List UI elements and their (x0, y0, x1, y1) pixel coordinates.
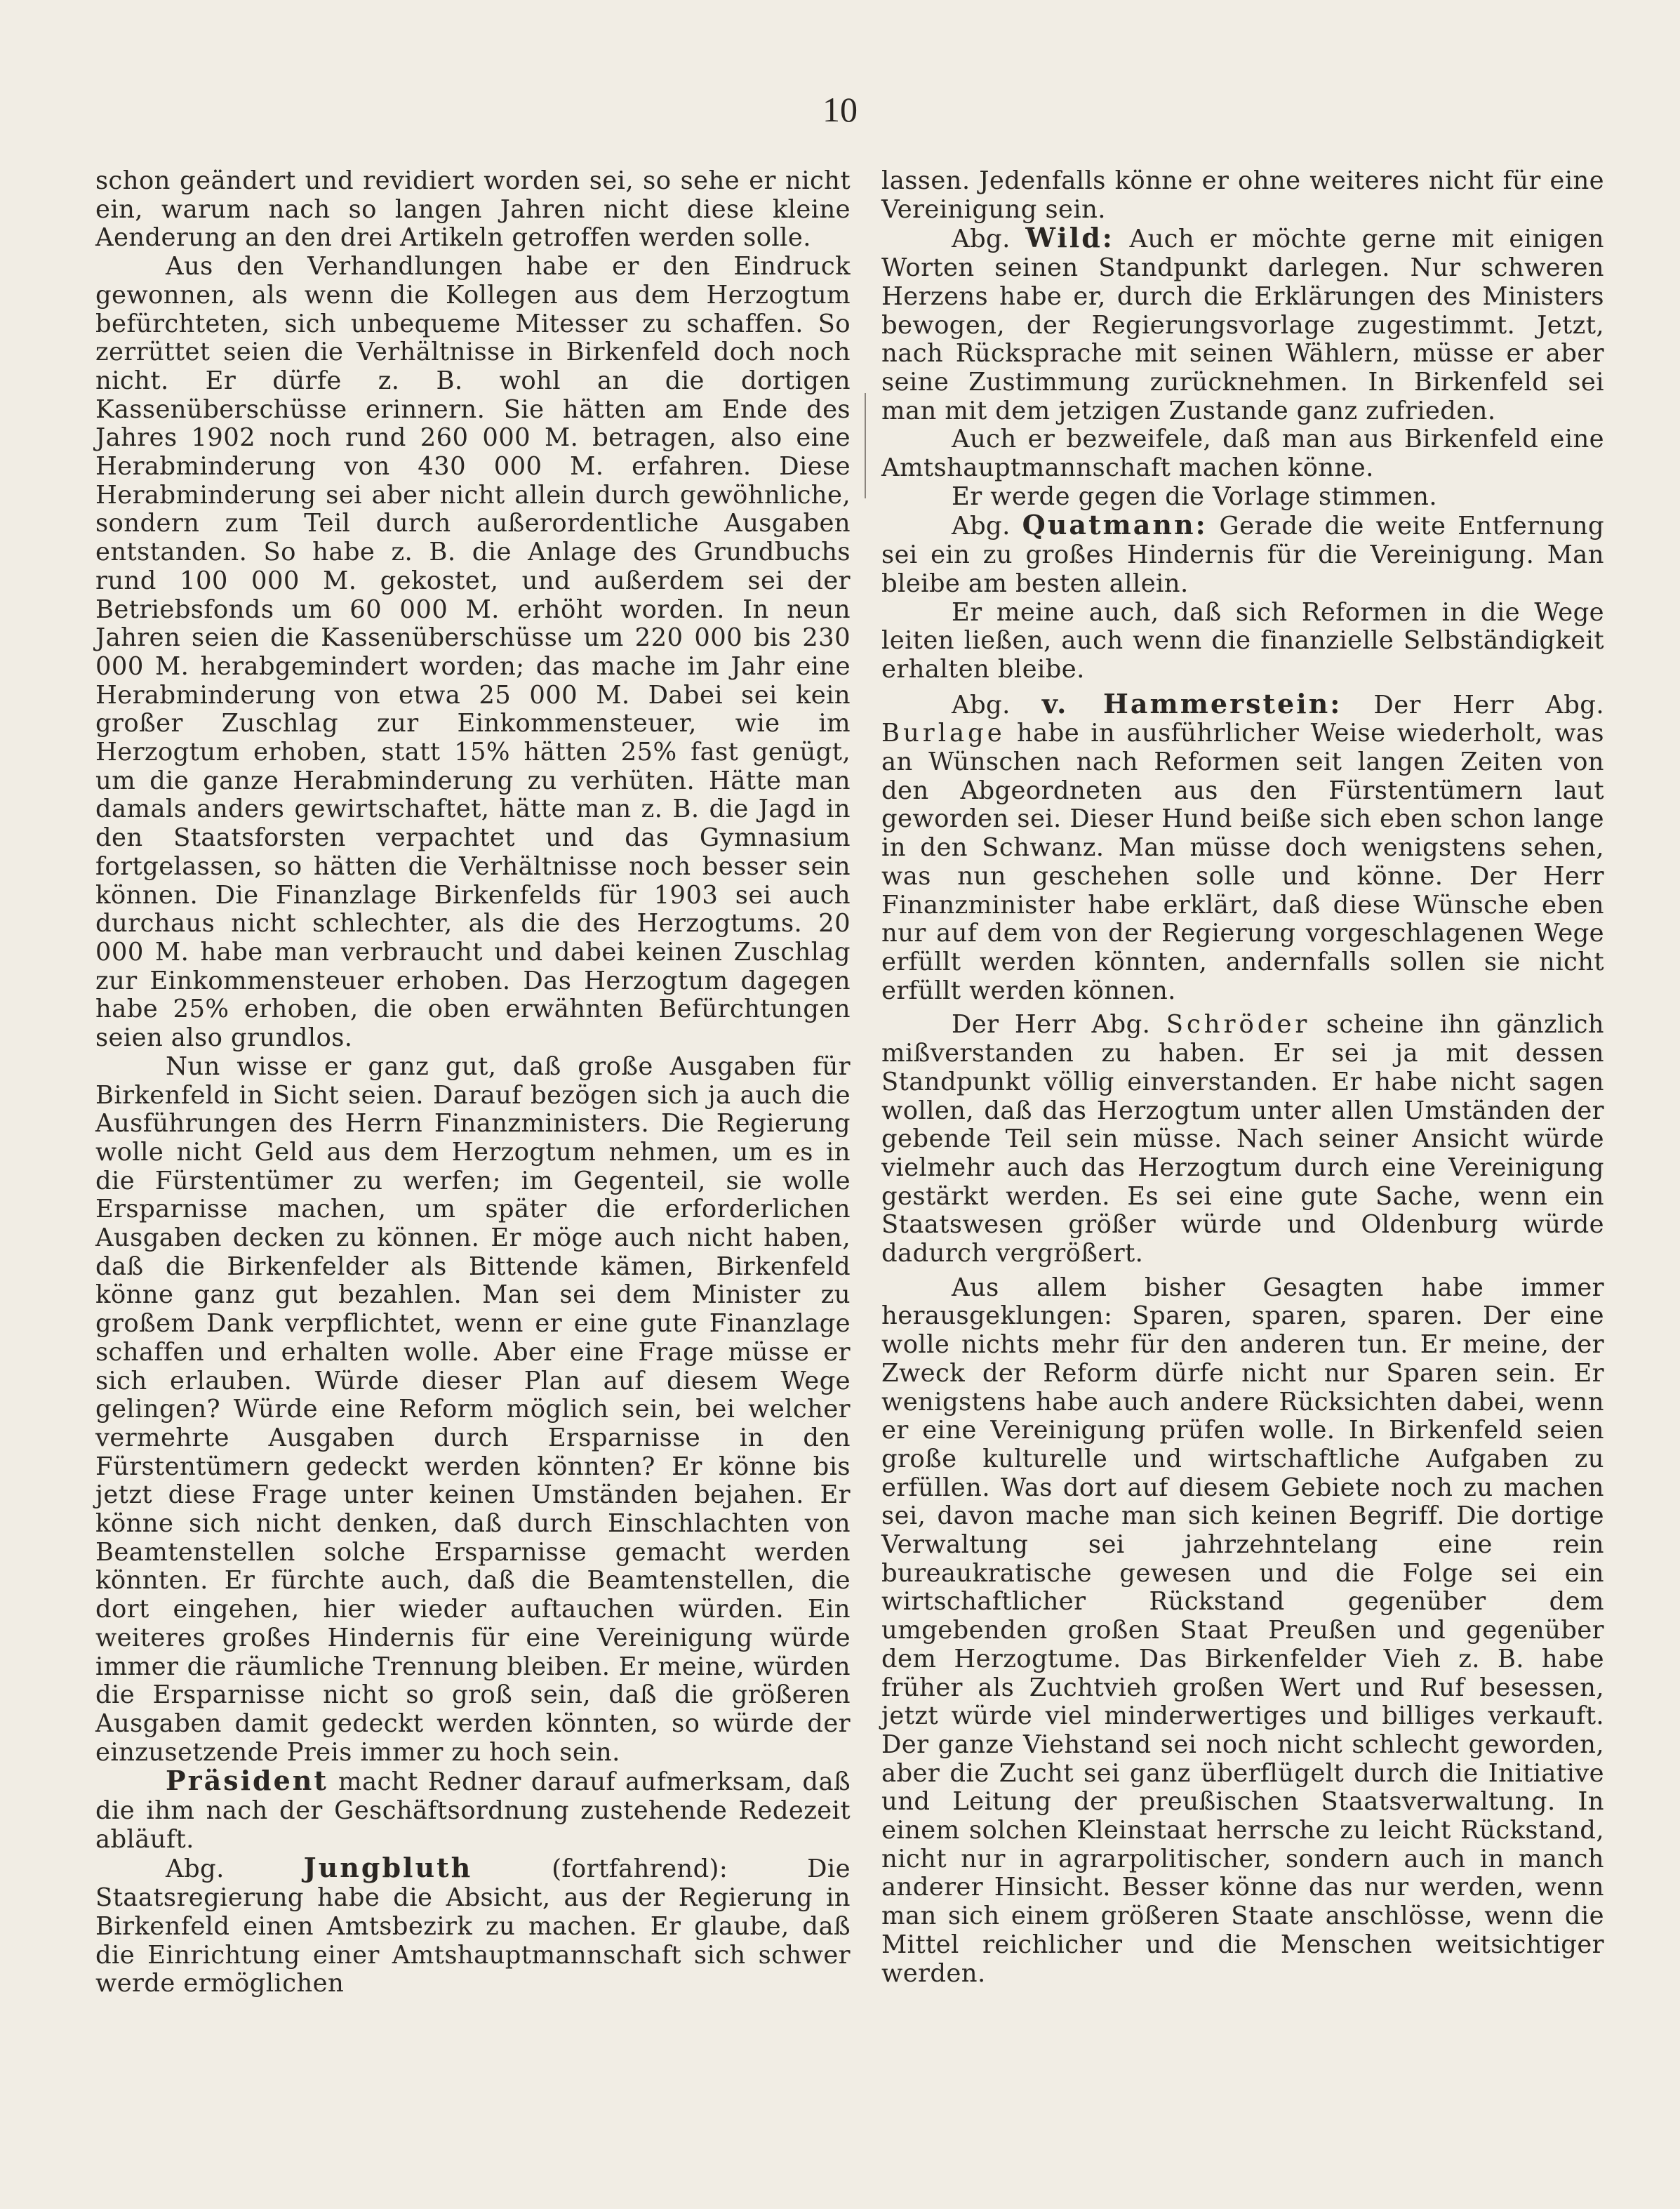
paragraph: Nun wisse er ganz gut, daß große Ausgaben für Birkenfeld in Sicht seien. Darauf bezögen sich ja auch die Ausführungen des Herrn Finanzministers. Die Regierung wolle nicht Geld aus dem Herzogtum nehmen, um es in die Fürstentümer zu werfen; im Gegenteil, sie wolle Ersparnisse machen, um später die erforderlichen Ausgaben decken zu können. Er möge auch nicht haben, daß die Birkenfelder als Bittende kämen, Birkenfeld könne ganz gut bezahlen. Man sei dem Minister zu großem Dank verpflichtet, wenn er eine gute Finanzlage schaffen und erhalten wolle. Aber eine Frage müsse er sich erlauben. Würde dieser Plan auf diesem Wege gelingen? Würde eine Reform möglich sein, bei welcher vermehrte Ausgaben durch Ersparnisse in den Fürstentümern gedeckt werden könnten? Er könne bis jetzt diese Frage unter keinen Umständen bejahen. Er könne sich nicht denken, daß durch Einschlachten von Beamtenstellen solche Ersparnisse gemacht werden könnten. Er fürchte auch, daß die Beamtenstellen, die dort eingehen, hier wieder auftauchen würden. Ein weiteres großes Hindernis für eine Vereinigung würde immer die räumliche Trennung bleiben. Er meine, würden die Ersparnisse nicht so groß sein, daß die größeren Ausgaben damit gedeckt werden könnten, so würde der einzusetzende Preis immer zu hoch sein. (95, 1052, 851, 1767)
paragraph: Aus allem bisher Gesagten habe immer herausgeklungen: Sparen, sparen, sparen. Der eine wolle nichts mehr für den anderen tun. Er meine, der Zweck der Reform dürfe nicht nur Sparen sein. Er wenigstens habe auch andere Rücksichten dabei, wenn er eine Vereinigung prüfen wolle. In Birkenfeld seien große kulturelle und wirtschaftliche Aufgaben zu erfüllen. Was dort auf diesem Gebiete noch zu machen sei, davon mache man sich keinen Begriff. Die dortige Verwaltung sei jahrzehntelang eine rein bureaukratische gewesen und die Folge sei ein wirtschaftlicher Rückstand gegenüber dem umgebenden großen Staat Preußen und gegenüber dem Herzogtume. Das Birkenfelder Vieh z. B. habe früher als Zuchtvieh großen Wert und Ruf besessen, jetzt würde viel minderwertiges und billiges verkauft. Der ganze Viehstand sei noch nicht schlecht geworden, aber die Zucht sei ganz überflügelt durch die Initiative und Leitung der preußischen Staatsverwaltung. In einem solchen Kleinstaat herrsche zu leicht Rückstand, nicht nur in agrarpolitischer, sondern auch in manch anderer Hinsicht. Besser könne das nur werden, wenn man sich einem größeren Staate anschlösse, wenn die Mittel reichlicher und die Menschen weitsichtiger werden. (881, 1273, 1604, 1988)
speech-text: Auch er möchte gerne mit einigen Worten seinen Standpunkt darlegen. Nur schweren Herzens habe er, durch die Erklärungen des Ministers bewogen, der Regierungsvorlage zugestimmt. Jetzt, nach Rücksprache mit seinen Wählern, müsse er aber seine Zustimmung zurücknehmen. In Birkenfeld sei man mit dem jetzigen Zustande ganz zufrieden. (881, 225, 1605, 425)
speaker-name: Wild: (1025, 222, 1114, 254)
speech-text: macht Redner darauf aufmerksam, daß die ihm nach der Geschäftsordnung zustehende Redezeit abläuft. (95, 1767, 851, 1854)
speaker-name: Jungbluth (303, 1852, 473, 1884)
speaker-paragraph (881, 224, 1604, 425)
referenced-name: Burlage (881, 719, 1006, 748)
speaker-name: Quatmann: (1022, 509, 1208, 541)
page-number: 10 (822, 90, 858, 129)
left-column (95, 167, 851, 1998)
referenced-name: Schröder (1166, 1010, 1311, 1040)
speaker-prefix: Abg. (952, 512, 1011, 541)
column-divider-mark (865, 393, 866, 498)
paragraph: Er werde gegen die Vorlage stimmen. (952, 482, 1438, 511)
speaker-prefix: Abg. (952, 225, 1011, 254)
paragraph: lassen. Jedenfalls könne er ohne weiteres nicht für eine Vereinigung sein. (881, 166, 1604, 224)
right-column (881, 167, 1604, 1988)
speaker-paragraph (95, 1854, 851, 1998)
speaker-prefix: Abg. (166, 1855, 225, 1884)
paragraph: schon geändert und revidiert worden sei, so sehe er nicht ein, warum nach so langen Jahren nicht diese kleine Aenderung an den drei Artikeln getroffen werden solle. (95, 166, 851, 253)
speaker-paragraph (95, 1767, 851, 1854)
paragraph: Auch er bezweifele, daß man aus Birkenfeld eine Amtshauptmannschaft machen könne. (881, 425, 1604, 483)
speaker-paragraph (881, 1011, 1604, 1268)
paragraph: Aus den Verhandlungen habe er den Eindruck gewonnen, als wenn die Kollegen aus dem Herzogtum befürchteten, sich unbequeme Mitesser zu schaffen. So zerrüttet seien die Verhältnisse in Birkenfeld doch noch nicht. Er dürfe z. B. wohl an die dortigen Kassenüberschüsse erinnern. Sie hätten am Ende des Jahres 1902 noch rund 260 000 M. betragen, also eine Herabminderung von 430 000 M. erfahren. Diese Herabminderung sei aber nicht allein durch gewöhnliche, sondern zum Teil durch außerordentliche Ausgaben entstanden. So habe z. B. die Anlage des Grundbuchs rund 100 000 M. gekostet, und außerdem sei der Betriebsfonds um 60 000 M. erhöht worden. In neun Jahren seien die Kassenüberschüsse um 220 000 bis 230 000 M. herabgemindert worden; das mache im Jahr eine Herabminderung von etwa 25 000 M. Dabei sei kein großer Zuschlag zur Einkommensteuer, wie im Herzogtum erhoben, statt 15% hätten 25% fast genügt, um die ganze Herabminderung zu verhüten. Hätte man damals anders gewirtschaftet, hätte man z. B. die Jagd in den Staatsforsten verpachtet und das Gymnasium fortgelassen, so hätten die Verhältnisse noch besser sein können. Die Finanzlage Birkenfelds für 1903 sei auch durchaus nicht schlechter, als die des Herzogtums. 20 000 M. habe man verbraucht und dabei keinen Zuschlag zur Einkommensteuer erhoben. Das Herzogtum dagegen habe 25% erhoben, die oben erwähnten Befürchtungen seien also grundlos. (95, 252, 851, 1053)
speech-text: Der Herr Abg. (952, 1010, 1151, 1040)
speech-text: Der Herr Abg. (1373, 690, 1604, 719)
speaker-prefix: Abg. (952, 690, 1011, 719)
paragraph: Er meine auch, daß sich Reformen in die Wege leiten ließen, auch wenn die finanzielle Selbständigkeit erhalten bleibe. (881, 597, 1604, 684)
speech-text: (fortfahrend): Die Staatsregierung habe die Absicht, aus der Regierung in Birkenfeld einen Amtsbezirk zu machen. Er glaube, daß die Einrichtung einer Amtshauptmannschaft sich schwer werde ermöglichen (95, 1855, 851, 1998)
speaker-paragraph (881, 511, 1604, 598)
speaker-name: v. Hammerstein: (1041, 687, 1342, 719)
speaker-paragraph (881, 687, 1604, 1006)
speech-text: habe in ausführlicher Weise wiederholt, was an Wünschen nach Reformen seit langen Zeiten von den Abgeordneten aus den Fürstentümern laut geworden sei. Dieser Hund beiße sich eben schon lange in den Schwanz. Man müsse doch wenigstens sehen, was nun geschehen solle und könne. Der Herr Finanzminister habe erklärt, daß diese Wünsche eben nur auf dem von der Regierung vorgeschlagenen Wege erfüllt werden könnten, andernfalls sollen sie nicht erfüllt werden können. (881, 719, 1604, 1005)
speech-text: scheine ihn gänzlich mißverstanden zu haben. Er sei ja mit dessen Standpunkt völlig einverstanden. Er habe nicht sagen wollen, daß das Herzogtum unter allen Umständen der gebende Teil sein müsse. Nach seiner Ansicht würde vielmehr auch das Herzogtum durch eine Vereinigung gestärkt werden. Es sei eine gute Sache, wenn ein Staatswesen größer würde und Oldenburg würde dadurch vergrößert. (881, 1010, 1605, 1268)
speaker-name: Präsident (166, 1765, 328, 1797)
speech-text: Gerade die weite Entfernung sei ein zu großes Hindernis für die Vereinigung. Man bleibe am besten allein. (881, 512, 1605, 598)
